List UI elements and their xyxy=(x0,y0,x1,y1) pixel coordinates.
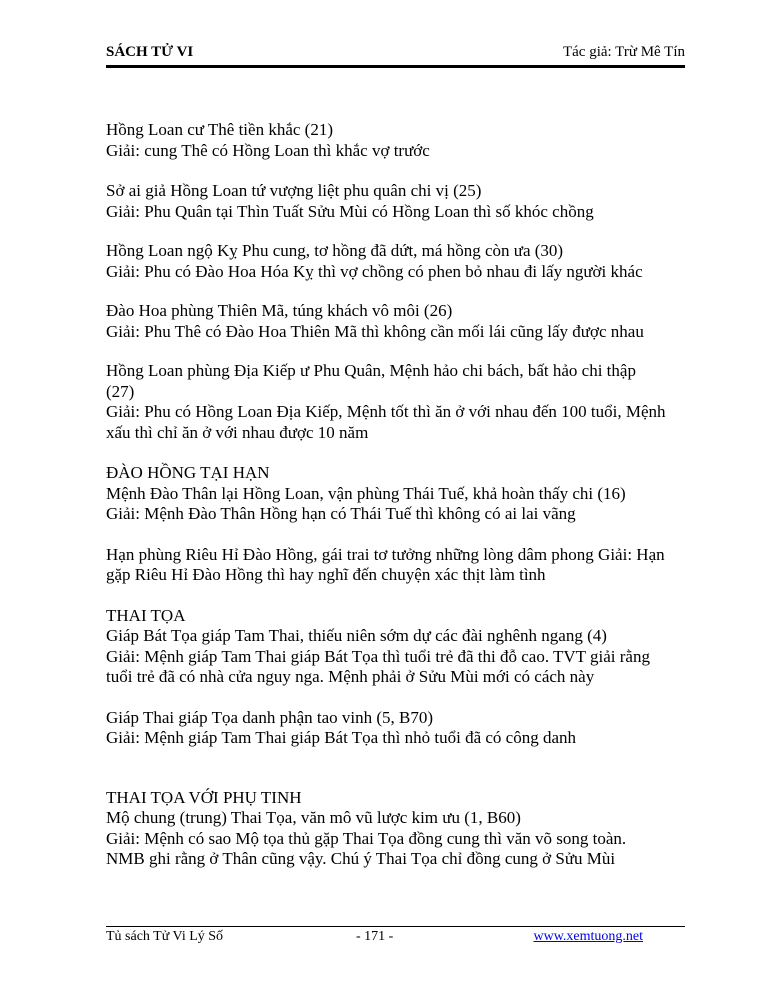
text-line: Giải: Mệnh giáp Tam Thai giáp Bát Tọa thì tuổi trẻ đã thi đỗ cao. TVT giải rằng xyxy=(106,646,650,666)
text-line: Sở ai giả Hồng Loan tứ vượng liệt phu quân chi vị (25) xyxy=(106,181,482,200)
series-label: Tủ sách Tử Vi Lý Số xyxy=(106,929,224,944)
paragraph xyxy=(106,301,696,342)
text-line: Giải: Mệnh có sao Mộ tọa thủ gặp Thai Tọa đồng cung thì văn võ song toàn. xyxy=(106,828,627,848)
text-line: tuổi trẻ đã có nhà cửa nguy nga. Mệnh phải ở Sửu Mùi mới có cách này xyxy=(106,667,595,686)
section-heading: ĐÀO HỒNG TẠI HẠN xyxy=(106,463,270,482)
page-footer xyxy=(106,929,685,947)
paragraph xyxy=(106,788,696,870)
section-heading: THAI TỌA xyxy=(106,605,186,625)
text-line: Giải: Mệnh giáp Tam Thai giáp Bát Tọa thì nhỏ tuổi đã có công danh xyxy=(106,728,576,747)
paragraph xyxy=(106,241,696,282)
text-line: Giải: Phu có Hồng Loan Địa Kiếp, Mệnh tốt thì ăn ở với nhau đến 100 tuổi, Mệnh xyxy=(106,402,666,421)
text-line: Hồng Loan ngộ Kỵ Phu cung, tơ hồng đã dứt, má hồng còn ưa (30) xyxy=(106,241,564,260)
paragraph xyxy=(106,708,696,749)
text-line: Giáp Thai giáp Tọa danh phận tao vinh (5, B70) xyxy=(106,707,434,727)
text-line: Giáp Bát Tọa giáp Tam Thai, thiếu niên sớm dự các đài nghênh ngang (4) xyxy=(106,626,607,645)
footer-rule xyxy=(106,926,685,927)
page-number: - 171 - xyxy=(356,929,394,944)
author-label: Tác giả: Trừ Mê Tín xyxy=(562,44,685,60)
text-line: Mệnh Đào Thân lại Hồng Loan, vận phùng Thái Tuế, khả hoàn thấy chi (16) xyxy=(106,483,626,503)
paragraph xyxy=(106,545,696,586)
text-line: (27) xyxy=(106,381,135,401)
text-line: Giải: Phu Quân tại Thìn Tuất Sửu Mùi có Hồng Loan thì số khóc chồng xyxy=(106,201,594,221)
text-line: gặp Riêu Hỉ Đào Hồng thì hay nghĩ đến chuyện xác thịt làm tình xyxy=(106,565,546,584)
book-title: SÁCH TỬ VI xyxy=(106,44,194,60)
text-line: Mộ chung (trung) Thai Tọa, văn mô vũ lược kim ưu (1, B60) xyxy=(106,808,521,827)
website-link[interactable]: www.xemtuong.net xyxy=(533,929,643,944)
page-body xyxy=(106,120,696,870)
text-line: Giải: Mệnh Đào Thân Hồng hạn có Thái Tuế thì không có ai lai vãng xyxy=(106,504,576,523)
section-heading: THAI TỌA VỚI PHỤ TINH xyxy=(106,787,302,807)
paragraph xyxy=(106,181,696,222)
text-line: Giải: Phu có Đào Hoa Hóa Kỵ thì vợ chồng có phen bỏ nhau đi lấy người khác xyxy=(106,261,643,281)
page-header xyxy=(106,44,685,64)
paragraph xyxy=(106,120,696,161)
header-rule xyxy=(106,65,685,68)
text-line: xấu thì chỉ ăn ở với nhau được 10 năm xyxy=(106,422,369,442)
text-line: Hạn phùng Riêu Hỉ Đào Hồng, gái trai tơ tưởng những lòng dâm phong Giải: Hạn xyxy=(106,544,665,564)
text-line: NMB ghi rằng ở Thân cũng vậy. Chú ý Thai Tọa chỉ đồng cung ở Sửu Mùi xyxy=(106,849,616,868)
paragraph xyxy=(106,463,696,525)
text-line: Đào Hoa phùng Thiên Mã, túng khách vô môi (26) xyxy=(106,301,453,320)
paragraph xyxy=(106,606,696,688)
text-line: Hồng Loan phùng Địa Kiếp ư Phu Quân, Mệnh hảo chi bách, bất hảo chi thập xyxy=(106,361,636,380)
text-line: Hồng Loan cư Thê tiền khắc (21) xyxy=(106,120,333,139)
text-line: Giải: Phu Thê có Đào Hoa Thiên Mã thì không cần mối lái cũng lấy được nhau xyxy=(106,321,644,341)
text-line: Giải: cung Thê có Hồng Loan thì khắc vợ trước xyxy=(106,140,430,160)
paragraph xyxy=(106,361,696,443)
